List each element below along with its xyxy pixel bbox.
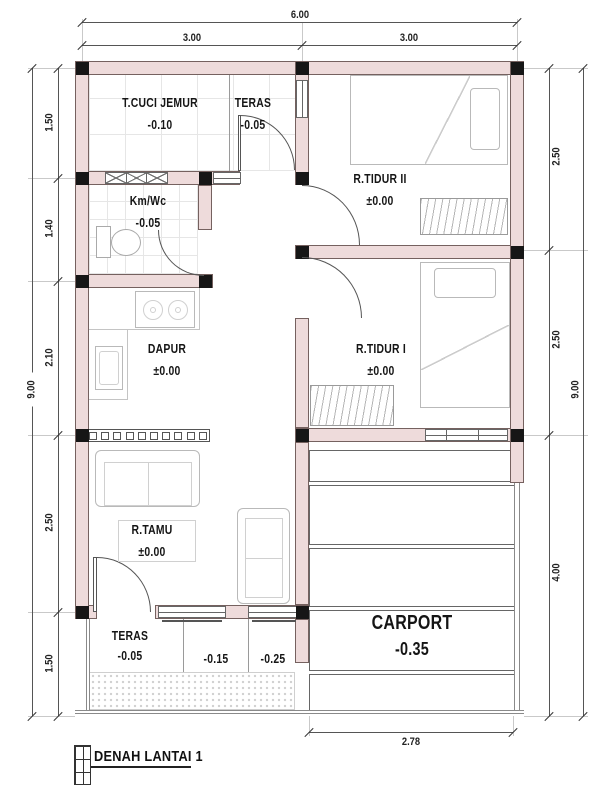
wall-segment	[295, 245, 524, 259]
extension-line	[28, 612, 75, 613]
vent-cell	[127, 173, 148, 183]
room-label-rtidur2	[338, 168, 421, 212]
extension-line	[517, 19, 518, 62]
extension-line	[28, 178, 75, 179]
title-symbol	[74, 745, 91, 785]
wall-segment	[295, 442, 309, 605]
dimension-line-bottom	[309, 732, 513, 733]
wall-segment	[510, 61, 524, 483]
wall-segment	[295, 318, 309, 428]
dim-label-left-seg1: 1.50	[44, 106, 57, 140]
column	[511, 246, 524, 259]
extension-line	[28, 281, 75, 282]
column	[511, 429, 524, 442]
window	[296, 80, 308, 118]
wall-segment	[198, 185, 212, 230]
dim-label-left-seg3: 2.10	[44, 341, 57, 375]
window	[248, 606, 300, 618]
carport-slab-joint	[309, 670, 515, 675]
column	[76, 275, 89, 288]
window-glass-line	[426, 435, 507, 436]
room-label-rtidur1	[343, 338, 420, 382]
dim-label-left-seg2: 1.40	[44, 212, 57, 246]
room-level: -0.05	[117, 648, 143, 663]
room-label-kmwc	[110, 190, 187, 234]
roster-cell	[89, 432, 97, 440]
window-sill	[252, 620, 296, 622]
wall-segment	[75, 61, 89, 619]
column	[296, 606, 309, 619]
window-glass-line	[249, 612, 299, 613]
room-label-carport	[330, 610, 495, 662]
room-name: R.TIDUR I	[355, 341, 407, 356]
dim-label-top-seg1: 3.00	[175, 32, 209, 45]
window-glass-line	[302, 81, 303, 117]
roster-cell	[199, 432, 207, 440]
column	[199, 275, 212, 288]
extension-line	[524, 716, 588, 717]
roster-cell	[174, 432, 182, 440]
roster-cell	[162, 432, 170, 440]
boundary-line	[86, 619, 90, 712]
window-glass-line	[159, 612, 225, 613]
drawing-title: DENAH LANTAI 1	[94, 748, 203, 765]
vent-cell	[106, 173, 127, 183]
roster-cell	[101, 432, 109, 440]
window-sill	[162, 620, 222, 622]
room-level: ±0.00	[367, 363, 395, 378]
carport-slab-joint	[309, 481, 515, 486]
extension-line	[82, 19, 83, 62]
room-name: CARPORT	[371, 612, 453, 634]
extension-line	[28, 435, 75, 436]
wall-segment	[75, 274, 213, 288]
column	[296, 62, 309, 75]
carport-slab-joint	[309, 544, 515, 549]
vent-block-window	[105, 172, 168, 184]
column	[511, 62, 524, 75]
dim-label-right-seg2: 2.50	[551, 323, 564, 357]
pillow	[470, 88, 500, 150]
roster-cell	[187, 432, 195, 440]
window	[158, 606, 226, 618]
teras-step-divider	[183, 619, 184, 672]
boundary-line	[75, 710, 524, 714]
dim-label-left-seg4: 2.50	[44, 506, 57, 540]
kitchen-counter	[89, 288, 200, 330]
pillow	[434, 268, 496, 298]
dimension-line-left-segments	[58, 68, 59, 716]
room-name: TERAS	[234, 95, 272, 110]
roster-cell	[126, 432, 134, 440]
extension-line	[302, 19, 303, 62]
window-mullion	[478, 430, 479, 440]
room-level: ±0.00	[153, 363, 181, 378]
garden-area	[89, 672, 295, 710]
window-mullion	[446, 430, 447, 440]
room-level: ±0.00	[366, 193, 394, 208]
dim-label-right-seg3: 4.00	[551, 556, 564, 590]
sofa	[95, 450, 200, 507]
room-label-teras-bottom	[100, 626, 161, 666]
dimension-line-right-total	[583, 68, 584, 716]
armchair	[237, 508, 290, 604]
room-name: R.TAMU	[131, 522, 173, 537]
column	[76, 429, 89, 442]
room-name: T.CUCI JEMUR	[122, 95, 198, 110]
window	[425, 429, 508, 441]
floor-step-label	[249, 648, 297, 670]
room-name: R.TIDUR II	[353, 171, 407, 186]
door-leaf	[93, 557, 97, 612]
dim-label-right-seg1: 2.50	[551, 140, 564, 174]
sink-basin	[99, 351, 119, 385]
extension-line	[524, 435, 588, 436]
kitchen-sink	[95, 346, 123, 390]
sofa-divider	[148, 462, 149, 506]
dim-label-left-total: 9.00	[26, 373, 39, 407]
door-arc-rtidur1	[302, 257, 362, 318]
room-label-dapur	[131, 338, 203, 382]
window	[213, 172, 241, 184]
room-level: -0.05	[240, 117, 266, 132]
wardrobe-rtidur1	[310, 385, 394, 426]
dim-label-top-seg2: 3.00	[392, 32, 426, 45]
room-name: Km/Wc	[129, 193, 167, 208]
roster-cell	[150, 432, 158, 440]
wardrobe-rtidur2	[420, 198, 508, 235]
roster-cell	[113, 432, 121, 440]
extension-line	[28, 716, 75, 717]
dim-label-left-seg5: 1.50	[44, 647, 57, 681]
room-level: -0.05	[135, 215, 161, 230]
step-level: -0.25	[260, 651, 286, 666]
door-arc-front	[97, 557, 151, 612]
column	[76, 172, 89, 185]
column	[296, 429, 309, 442]
boundary-line	[514, 483, 520, 712]
bed-fold-line	[425, 76, 470, 164]
armchair-divider	[245, 558, 283, 559]
dim-label-right-total: 9.00	[570, 373, 583, 407]
room-label-teras-top	[217, 92, 289, 136]
column	[76, 606, 89, 619]
extension-line	[524, 68, 588, 69]
extension-line	[28, 68, 75, 69]
room-level: -0.10	[147, 117, 173, 132]
floor-step-label	[192, 648, 240, 670]
room-name: DAPUR	[147, 341, 187, 356]
vent-cell	[147, 173, 167, 183]
step-level: -0.15	[203, 651, 229, 666]
room-label-t-cuci-jemur	[104, 92, 216, 136]
extension-line	[524, 250, 588, 251]
room-name: TERAS	[111, 628, 149, 643]
room-level: ±0.00	[138, 544, 166, 559]
dim-label-bottom: 2.78	[392, 736, 429, 749]
column	[76, 62, 89, 75]
window-glass-line	[214, 178, 240, 179]
column	[199, 172, 212, 185]
roster-cell	[138, 432, 146, 440]
room-level: -0.35	[394, 639, 430, 659]
title-underline	[91, 766, 191, 768]
dim-label-top-total: 6.00	[283, 9, 317, 22]
column	[296, 172, 309, 185]
wall-segment	[295, 619, 309, 663]
bed-fold-line	[421, 325, 509, 370]
room-label-rtamu	[117, 519, 187, 563]
roster-vent-band	[86, 429, 210, 442]
dimension-line-top-total	[82, 22, 517, 23]
